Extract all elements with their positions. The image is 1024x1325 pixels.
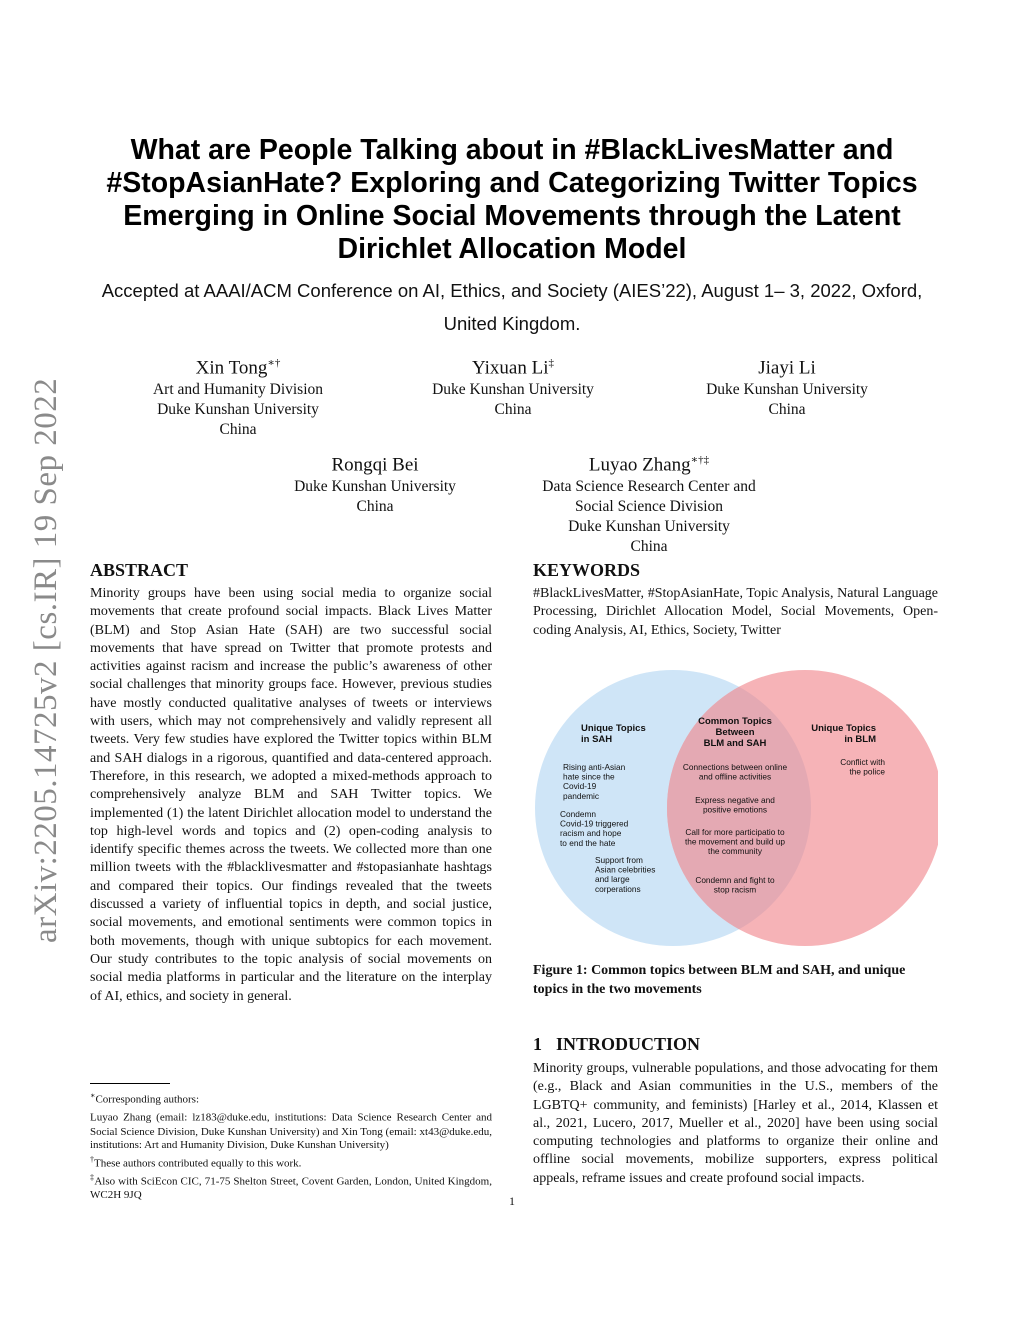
author-affiliation: Social Science Division	[574, 498, 724, 516]
author-name: Xin Tong	[195, 357, 268, 379]
author-affiliation: Duke Kunshan University	[568, 518, 730, 536]
sah-topic: Condemn Covid-19 triggered racism and hope to end the hate	[560, 809, 629, 848]
footnote-text: Luyao Zhang (email: lz183@duke.edu, institutions: Data Science Research Center and Social Science Division, Duke Kunshan University) and Xin Tong (email: xt43@duke.edu, institutions: Art and Humanity Division, Duke Kunshan University)	[90, 1111, 492, 1152]
author-marks: ∗†‡	[690, 454, 710, 466]
footnote	[90, 1153, 492, 1171]
sah-topic: Rising anti-Asian hate since the Covid-19 pandemic	[563, 762, 626, 801]
figure-caption: Figure 1: Common topics between BLM and SAH, and unique topics in the two movements	[533, 963, 906, 997]
common-topic: Condemn and fight to stop racism	[695, 875, 775, 895]
author-block	[255, 448, 495, 517]
footnote-mark: †	[90, 1154, 94, 1164]
author-name: Yixuan Li	[471, 357, 549, 379]
common-topic: Call for more participatio to the movement and build up the community	[684, 827, 786, 857]
footnote	[90, 1089, 492, 1107]
footnote-mark: ∗	[90, 1091, 96, 1100]
author-block	[393, 351, 633, 420]
author-name: Rongqi Bei	[331, 454, 419, 476]
section-heading	[533, 1034, 700, 1055]
footnote-rule	[90, 1083, 170, 1084]
introduction-text: Minority groups, vulnerable populations, and those advocating for them (e.g., Black and Asian communities in the U.S., members of the LGBTQ+ community, and feminists) [Harley et al., 2014, Klassen et al., 2021, Lucero, 2017, Mueller et al., 2020] have been using social computing technologies and platforms to organize their online and offline social movements, mobilize supporters, express political appeals, reframe issues and create profound social impacts.	[533, 1061, 938, 1186]
author-marks: ‡	[548, 357, 555, 369]
author-affiliation: Duke Kunshan University	[432, 381, 594, 399]
section-number: 1	[533, 1034, 542, 1054]
author-block	[519, 448, 779, 557]
author-name: Jiayi Li	[758, 357, 816, 379]
venn-diagram	[533, 668, 938, 948]
author-affiliation: Duke Kunshan University	[294, 478, 456, 496]
footnote	[90, 1107, 492, 1152]
author-affiliation: China	[630, 538, 668, 556]
author-block	[118, 351, 358, 440]
author-affiliation: China	[768, 401, 806, 419]
author-affiliation: China	[356, 498, 394, 516]
footnote-text: Corresponding authors:	[95, 1093, 200, 1106]
author-affiliation: China	[219, 421, 257, 439]
acceptance-note: Accepted at AAAI/ACM Conference on AI, Ethics, and Society (AIES’22), August 1– 3, 2022, Oxford, United Kingdom.	[101, 280, 923, 334]
section-title: INTRODUCTION	[556, 1034, 701, 1054]
sah-title: Unique Topics in SAH	[581, 723, 646, 745]
author-marks: ∗†	[267, 357, 281, 369]
footnote-text: These authors contributed equally to this work.	[94, 1157, 302, 1170]
author-block	[667, 351, 907, 420]
author-name: Luyao Zhang	[588, 454, 691, 476]
common-topic: Connections between online and offline activities	[682, 762, 788, 782]
common-topic: Express negative and positive emotions	[695, 795, 775, 815]
author-affiliation: China	[494, 401, 532, 419]
blm-topic: Conflict with the police	[840, 757, 885, 777]
paper-title: What are People Talking about in #BlackLivesMatter and #StopAsianHate? Exploring and Categorizing Twitter Topics Emerging in Online Social Movements through the Latent Dirichlet Allocation Model	[106, 134, 918, 265]
author-affiliation: Duke Kunshan University	[157, 401, 319, 419]
keywords-heading: KEYWORDS	[533, 560, 641, 580]
keywords-text: #BlackLivesMatter, #StopAsianHate, Topic Analysis, Natural Language Processing, Dirichlet Allocation Model, Social Movements, Open-coding Analysis, AI, Ethics, Society, Twitter	[533, 586, 938, 638]
footnote-mark: ‡	[90, 1172, 95, 1182]
common-title: Common Topics Between BLM and SAH	[698, 716, 772, 749]
abstract-heading: ABSTRACT	[90, 560, 189, 580]
footnotes	[90, 1089, 492, 1203]
abstract-text: Minority groups have been using social media to organize social movements that create profound social impacts. Black Lives Matter (BLM) and Stop Asian Hate (SAH) are two successful social movements that have spread on Twitter that promote protests and activities against racism and increase the public’s awareness of other social challenges that minority groups face. However, previous studies have mostly conducted qualitative analyses of tweets or interviews with users, which may not comprehensively and validly represent all tweets. Very few studies have explored the Twitter topics within BLM and SAH dialogs in a rigorous, quantified and data-centered approach. Therefore, in this research, we adopted a mixed-methods approach to comprehensively analyze BLM and SAH Twitter topics. We implemented (1) the latent Dirichlet allocation model to understand the top high-level words and topics and (2) open-coding analysis to identify specific themes across the tweets. We collected more than one million tweets with the #blacklivesmatter and #stopasianhate hashtags and compared their topics. Our findings revealed that the tweets discussed a variety of influential topics in depth, and social justice, social movements, and emotional sentiments were common topics in both movements, though with unique subtopics for each movement. Our study contributes to the topic analysis of social movements on social media platforms in particular and the literature on the interplay of AI, ethics, and society in general.	[90, 586, 492, 1004]
page-number: 1	[509, 1194, 515, 1208]
blm-title: Unique Topics in BLM	[811, 723, 876, 745]
footnote-text: Also with SciEcon CIC, 71-75 Shelton Street, Covent Garden, London, United Kingdom, WC2H 9JQ	[90, 1175, 492, 1202]
author-affiliation: Data Science Research Center and	[542, 478, 756, 496]
sah-topic: Support from Asian celebrities and large corperations	[595, 855, 656, 894]
author-affiliation: Art and Humanity Division	[152, 381, 324, 399]
arxiv-identifier: arXiv:2205.14725v2 [cs.IR] 19 Sep 2022	[28, 377, 64, 943]
author-affiliation: Duke Kunshan University	[706, 381, 868, 399]
